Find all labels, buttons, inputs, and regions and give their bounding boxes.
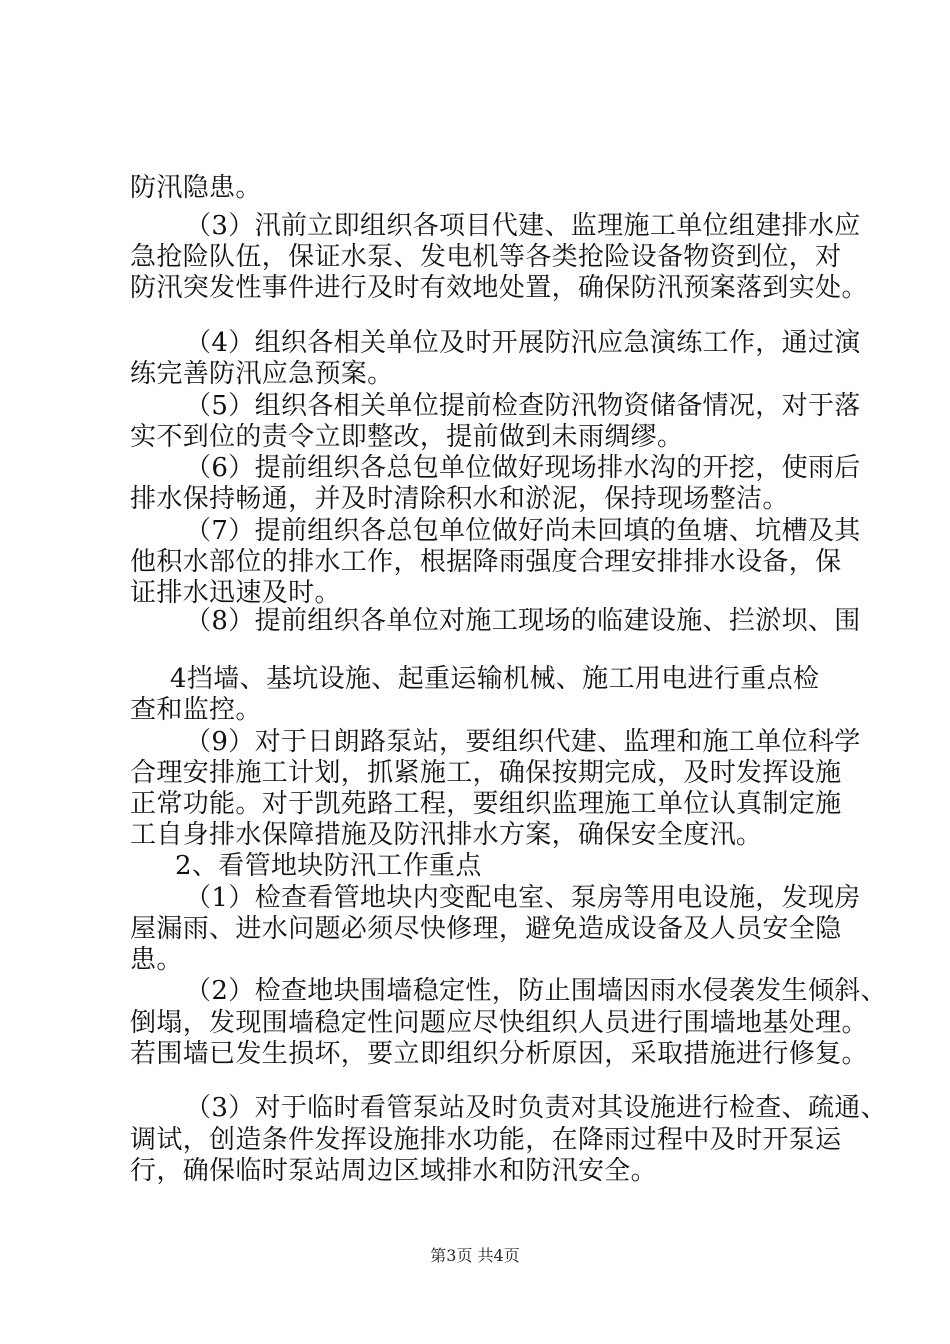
text-line: 工自身排水保障措施及防汛排水方案，确保安全度汛。: [130, 820, 763, 850]
text-line: （3）对于临时看管泵站及时负责对其设施进行检查、疏通、: [185, 1093, 887, 1123]
text-line: （8）提前组织各单位对施工现场的临建设施、拦淤坝、围: [185, 606, 861, 636]
text-line: 实不到位的责令立即整改，提前做到未雨绸缪。: [130, 422, 684, 452]
text-line: 查和监控。: [130, 695, 262, 725]
text-line: 排水保持畅通，并及时清除积水和淤泥，保持现场整洁。: [130, 484, 789, 514]
text-line: （3）汛前立即组织各项目代建、监理施工单位组建排水应: [185, 211, 861, 241]
text-line: （5）组织各相关单位提前检查防汛物资储备情况，对于落: [185, 391, 861, 421]
text-line: （6）提前组织各总包单位做好现场排水沟的开挖，使雨后: [185, 453, 861, 483]
text-line: 防汛隐患。: [130, 173, 262, 203]
text-line: 屋漏雨、进水问题必须尽快修理，避免造成设备及人员安全隐: [130, 914, 842, 944]
text-line: （9）对于日朗路泵站，要组织代建、监理和施工单位科学: [185, 727, 861, 757]
text-line: 4挡墙、基坑设施、起重运输机械、施工用电进行重点检: [170, 664, 820, 694]
text-line: 他积水部位的排水工作，根据降雨强度合理安排排水设备，保: [130, 547, 842, 577]
text-line: 正常功能。对于凯苑路工程，要组织监理施工单位认真制定施: [130, 789, 842, 819]
text-line: （7）提前组织各总包单位做好尚未回填的鱼塘、坑槽及其: [185, 516, 861, 546]
text-line: （2）检查地块围墙稳定性，防止围墙因雨水侵袭发生倾斜、: [185, 976, 887, 1006]
text-line: 倒塌，发现围墙稳定性问题应尽快组织人员进行围墙地基处理。: [130, 1008, 868, 1038]
text-line: 练完善防汛应急预案。: [130, 359, 394, 389]
page-number-footer: 第3页 共4页: [430, 1246, 520, 1265]
text-line: 急抢险队伍，保证水泵、发电机等各类抢险设备物资到位，对: [130, 242, 842, 272]
section-heading: 2、看管地块防汛工作重点: [175, 851, 482, 881]
text-line: （1）检查看管地块内变配电室、泵房等用电设施，发现房: [185, 883, 861, 913]
text-line: 合理安排施工计划，抓紧施工，确保按期完成，及时发挥设施: [130, 758, 842, 788]
text-line: 防汛突发性事件进行及时有效地处置，确保防汛预案落到实处。: [130, 273, 868, 303]
text-line: 行，确保临时泵站周边区域排水和防汛安全。: [130, 1156, 658, 1186]
text-line: 证排水迅速及时。: [130, 578, 341, 608]
text-line: 患。: [130, 945, 183, 975]
text-line: 若围墙已发生损坏，要立即组织分析原因，采取措施进行修复。: [130, 1039, 868, 1069]
text-line: （4）组织各相关单位及时开展防汛应急演练工作，通过演: [185, 328, 861, 358]
text-line: 调试，创造条件发挥设施排水功能，在降雨过程中及时开泵运: [130, 1125, 842, 1155]
